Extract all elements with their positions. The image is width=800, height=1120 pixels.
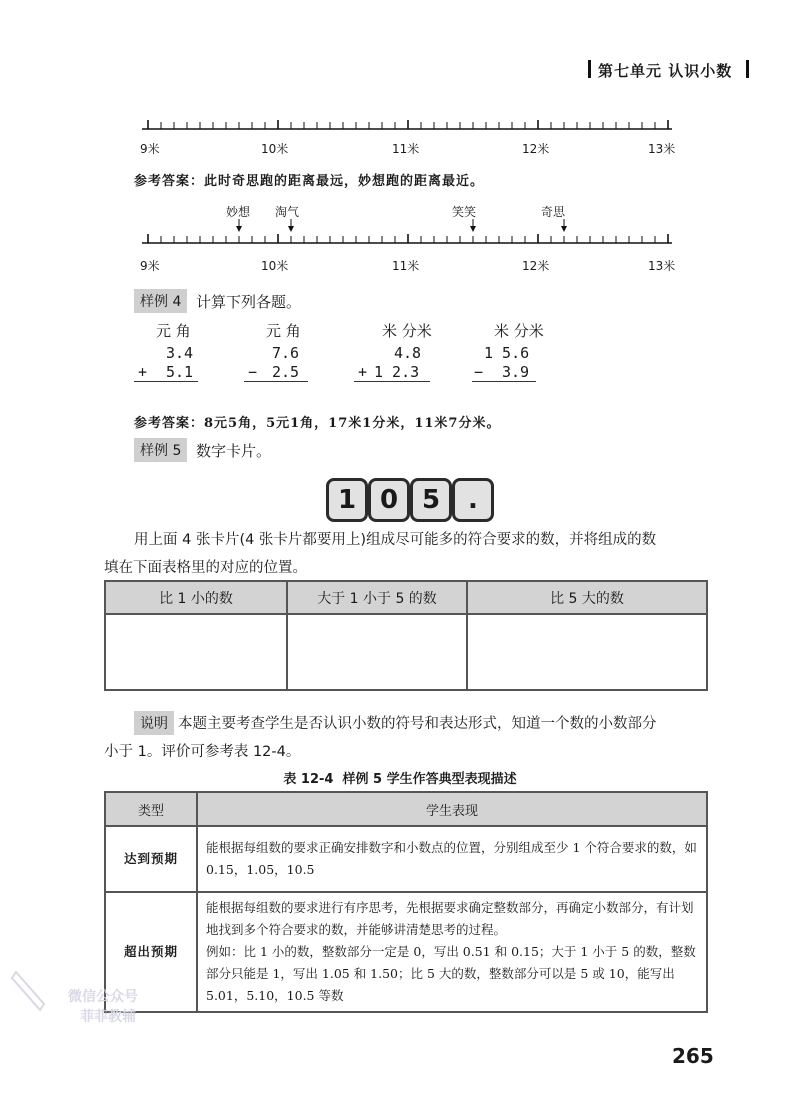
digit-card-point: . [452, 478, 494, 522]
row-desc-exceeds-2: 例如：比 1 小的数，整数部分一定是 0，写出 0.51 和 0.15；大于 1 小于 5 的数，整数部分只能是 1，写出 1.05 和 1.50；比 5 大的数，整数部分可以是 5 或 10，能写出 5.01，5.10，10.5 等数 [206, 944, 696, 1003]
marker-label-xiaoxiao: 笑笑 [452, 205, 477, 219]
watermark-line-2: 菲菲教辅 [80, 1009, 136, 1025]
nl1-label-11: 11米 [392, 142, 420, 156]
problem1-unit: 元 角 [156, 322, 191, 340]
problem4-top: 1 5.6 [484, 344, 530, 362]
nl2-label-12: 12米 [522, 259, 550, 273]
problem4-unit: 米 分米 [494, 322, 544, 340]
problem1-bottom: 5.1 [166, 363, 194, 381]
header-less-than-1: 比 1 小的数 [105, 581, 287, 614]
problem3-top: 4.8 [394, 344, 422, 362]
cell-less-than-1[interactable] [105, 614, 287, 690]
header-between-1-and-5: 大于 1 小于 5 的数 [287, 581, 467, 614]
nl1-label-10: 10米 [261, 142, 289, 156]
problem2-unit: 元 角 [266, 322, 301, 340]
example4-label: 样例 4 [134, 289, 187, 313]
chapter-header: 第七单元 认识小数 [598, 62, 733, 80]
header-type: 类型 [105, 792, 197, 826]
evaluation-table [104, 791, 708, 1013]
marker-label-qisi: 奇思 [541, 205, 566, 219]
nl1-label-13: 13米 [648, 142, 676, 156]
answer-table [104, 580, 708, 691]
problem3-op: + [358, 363, 368, 381]
marker-label-taoqi: 淘气 [275, 205, 300, 219]
digit-card-0: 0 [368, 478, 410, 522]
answer-1: 参考答案：此时奇思跑的距离最远，妙想跑的距离最近。 [134, 174, 485, 189]
number-line-2 [140, 215, 680, 255]
table-row [105, 826, 707, 892]
marker-label-miaoxiang: 妙想 [226, 205, 251, 219]
nl2-label-11: 11米 [392, 259, 420, 273]
header-performance: 学生表现 [197, 792, 707, 826]
problem2-top: 7.6 [272, 344, 300, 362]
problem2-line [244, 381, 308, 382]
problem1-line [134, 381, 198, 382]
digit-card-1: 1 [326, 478, 368, 522]
example5-title: 数字卡片。 [196, 442, 272, 460]
problem2-op: − [248, 363, 258, 381]
note-line-1: 本题主要考查学生是否认识小数的符号和表达形式，知道一个数的小数部分 [178, 716, 657, 732]
header-greater-than-5: 比 5 大的数 [467, 581, 707, 614]
nl2-label-13: 13米 [648, 259, 676, 273]
header-bar-left [588, 60, 591, 78]
problem1-top: 3.4 [166, 344, 194, 362]
example4-title: 计算下列各题。 [196, 293, 302, 311]
nl2-label-10: 10米 [261, 259, 289, 273]
example5-instruction-1: 用上面 4 张卡片(4 张卡片都要用上)组成尽可能多的符合要求的数，并将组成的数 [134, 532, 657, 548]
table-row [105, 892, 707, 1012]
pencil-icon [10, 966, 50, 1016]
answer-example4: 参考答案：8元5角，5元1角，17米1分米，11米7分米。 [134, 416, 501, 431]
note-label: 说明 [134, 711, 174, 735]
row-desc-exceeds-1: 能根据每组数的要求进行有序思考，先根据要求确定整数部分，再确定小数部分，有计划地找到多个符合要求的数，并能够讲清楚思考的过程。 [206, 900, 694, 937]
nl1-label-12: 12米 [522, 142, 550, 156]
nl1-label-9: 9米 [140, 142, 160, 156]
row-type-exceeds: 超出预期 [105, 892, 197, 1012]
nl2-label-9: 9米 [140, 259, 160, 273]
problem4-op: − [474, 363, 484, 381]
example5-instruction-2: 填在下面表格里的对应的位置。 [104, 560, 307, 576]
problem3-line [354, 381, 430, 382]
cell-greater-than-5[interactable] [467, 614, 707, 690]
header-bar-right [746, 60, 749, 78]
cell-between-1-and-5[interactable] [287, 614, 467, 690]
example5-label: 样例 5 [134, 438, 187, 462]
digit-card-5: 5 [410, 478, 452, 522]
problem3-unit: 米 分米 [382, 322, 432, 340]
row-type-meets: 达到预期 [105, 826, 197, 892]
row-desc-meets: 能根据每组数的要求正确安排数字和小数点的位置，分别组成至少 1 个符合要求的数，如 0.15，1.05，10.5 [197, 826, 707, 892]
note-line-2: 小于 1。评价可参考表 12-4。 [104, 744, 301, 760]
problem4-bottom: 3.9 [502, 363, 530, 381]
page-number: 265 [672, 1044, 714, 1068]
problem4-line [472, 381, 536, 382]
problem2-bottom: 2.5 [272, 363, 300, 381]
table-caption: 表 12-4 样例 5 学生作答典型表现描述 [283, 772, 517, 787]
problem1-op: + [138, 363, 148, 381]
watermark-line-1: 微信公众号 [68, 989, 138, 1005]
problem3-bottom: 1 2.3 [374, 363, 420, 381]
